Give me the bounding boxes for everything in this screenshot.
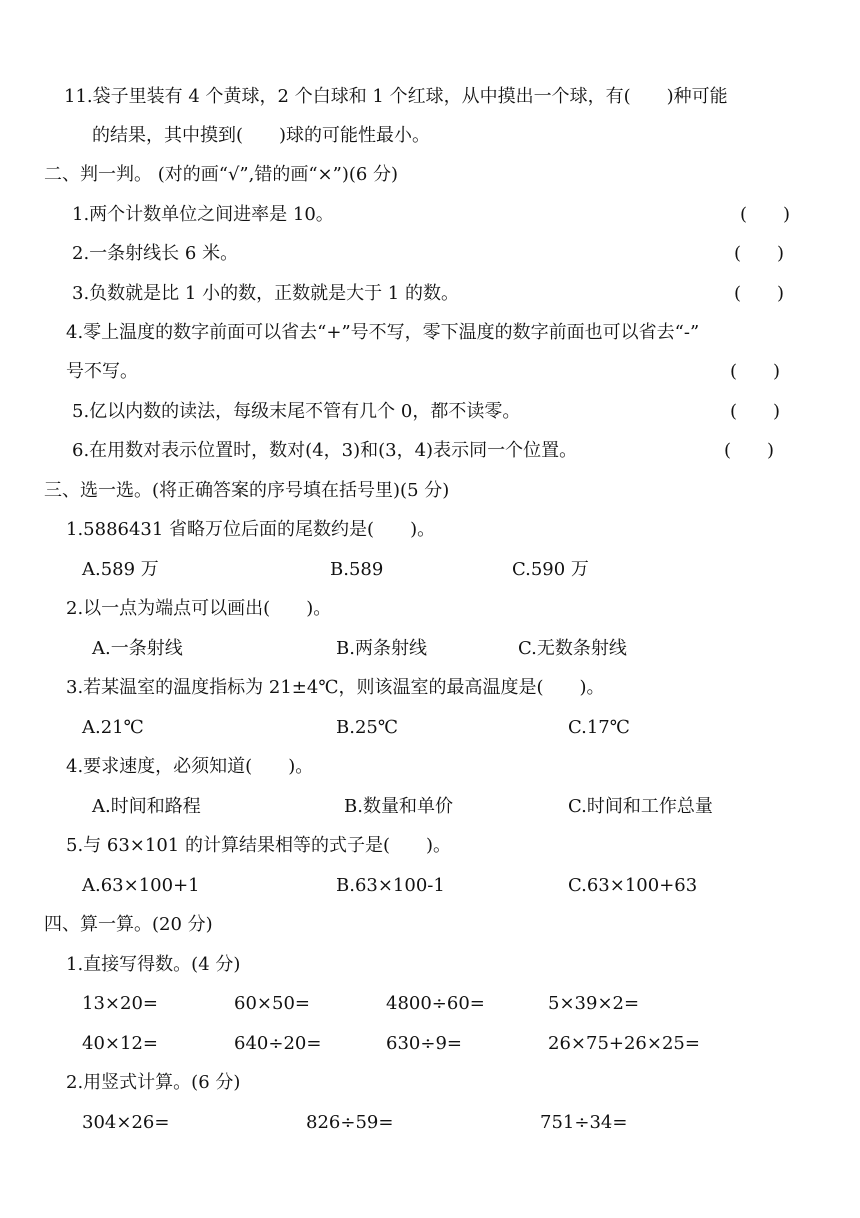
q11-line2: 的结果，其中摸到( )球的可能性最小。 xyxy=(92,125,431,146)
choice-q2-stem: 2.以一点为端点可以画出( )。 xyxy=(66,598,332,619)
choice-q1-stem: 1.5886431 省略万位后面的尾数约是( )。 xyxy=(66,519,436,540)
section4-title: 四、算一算。(20 分) xyxy=(44,914,213,935)
choice-q4-option-a[interactable]: A.时间和路程 xyxy=(92,796,201,817)
choice-q4-option-b[interactable]: B.数量和单价 xyxy=(344,796,453,817)
oral-calc-2: 60×50= xyxy=(234,993,310,1014)
vertical-calc-1: 304×26= xyxy=(82,1112,170,1133)
judge-item-6: 6.在用数对表示位置时，数对(4，3)和(3，4)表示同一个位置。 xyxy=(72,440,578,461)
oral-calc-title: 1.直接写得数。(4 分) xyxy=(66,954,241,975)
judge-answer-2[interactable]: ( ) xyxy=(734,243,785,264)
oral-calc-6: 640÷20= xyxy=(234,1033,322,1054)
judge-item-4-cont: 号不写。 xyxy=(66,361,138,382)
vertical-calc-2: 826÷59= xyxy=(306,1112,394,1133)
choice-q3-option-a[interactable]: A.21℃ xyxy=(82,717,144,738)
choice-q4-option-c[interactable]: C.时间和工作总量 xyxy=(568,796,713,817)
judge-item-2: 2.一条射线长 6 米。 xyxy=(72,243,239,264)
judge-answer-3[interactable]: ( ) xyxy=(734,283,785,304)
judge-answer-6[interactable]: ( ) xyxy=(724,440,775,461)
oral-calc-5: 40×12= xyxy=(82,1033,158,1054)
judge-item-3: 3.负数就是比 1 小的数，正数就是大于 1 的数。 xyxy=(72,283,459,304)
choice-q3-option-b[interactable]: B.25℃ xyxy=(336,717,398,738)
choice-q4-stem: 4.要求速度，必须知道( )。 xyxy=(66,756,314,777)
judge-item-5: 5.亿以内数的读法，每级末尾不管有几个 0，都不读零。 xyxy=(72,401,521,422)
choice-q5-option-c[interactable]: C.63×100+63 xyxy=(568,875,698,896)
oral-calc-1: 13×20= xyxy=(82,993,158,1014)
oral-calc-8: 26×75+26×25= xyxy=(548,1033,700,1054)
choice-q2-option-a[interactable]: A.一条射线 xyxy=(92,638,183,659)
judge-answer-1[interactable]: ( ) xyxy=(740,204,791,225)
q11-line1: 11.袋子里装有 4 个黄球，2 个白球和 1 个红球，从中摸出一个球，有( )种可能 xyxy=(64,86,728,107)
choice-q2-option-b[interactable]: B.两条射线 xyxy=(336,638,427,659)
choice-q3-stem: 3.若某温室的温度指标为 21±4℃，则该温室的最高温度是( )。 xyxy=(66,677,605,698)
judge-item-4: 4.零上温度的数字前面可以省去“+”号不写，零下温度的数字前面也可以省去“-” xyxy=(66,322,700,343)
choice-q2-option-c[interactable]: C.无数条射线 xyxy=(518,638,627,659)
section2-title: 二、判一判。 (对的画“√”,错的画“×”)(6 分) xyxy=(44,164,399,185)
choice-q1-option-a[interactable]: A.589 万 xyxy=(82,559,159,580)
choice-q5-option-b[interactable]: B.63×100-1 xyxy=(336,875,445,896)
judge-item-1: 1.两个计数单位之间进率是 10。 xyxy=(72,204,334,225)
choice-q1-option-c[interactable]: C.590 万 xyxy=(512,559,589,580)
judge-answer-4[interactable]: ( ) xyxy=(730,361,781,382)
vertical-calc-3: 751÷34= xyxy=(540,1112,628,1133)
choice-q1-option-b[interactable]: B.589 xyxy=(330,559,384,580)
choice-q5-stem: 5.与 63×101 的计算结果相等的式子是( )。 xyxy=(66,835,452,856)
choice-q3-option-c[interactable]: C.17℃ xyxy=(568,717,630,738)
choice-q5-option-a[interactable]: A.63×100+1 xyxy=(82,875,200,896)
vertical-calc-title: 2.用竖式计算。(6 分) xyxy=(66,1072,241,1093)
judge-answer-5[interactable]: ( ) xyxy=(730,401,781,422)
oral-calc-4: 5×39×2= xyxy=(548,993,640,1014)
oral-calc-3: 4800÷60= xyxy=(386,993,485,1014)
oral-calc-7: 630÷9= xyxy=(386,1033,462,1054)
section3-title: 三、选一选。(将正确答案的序号填在括号里)(5 分) xyxy=(44,480,450,501)
